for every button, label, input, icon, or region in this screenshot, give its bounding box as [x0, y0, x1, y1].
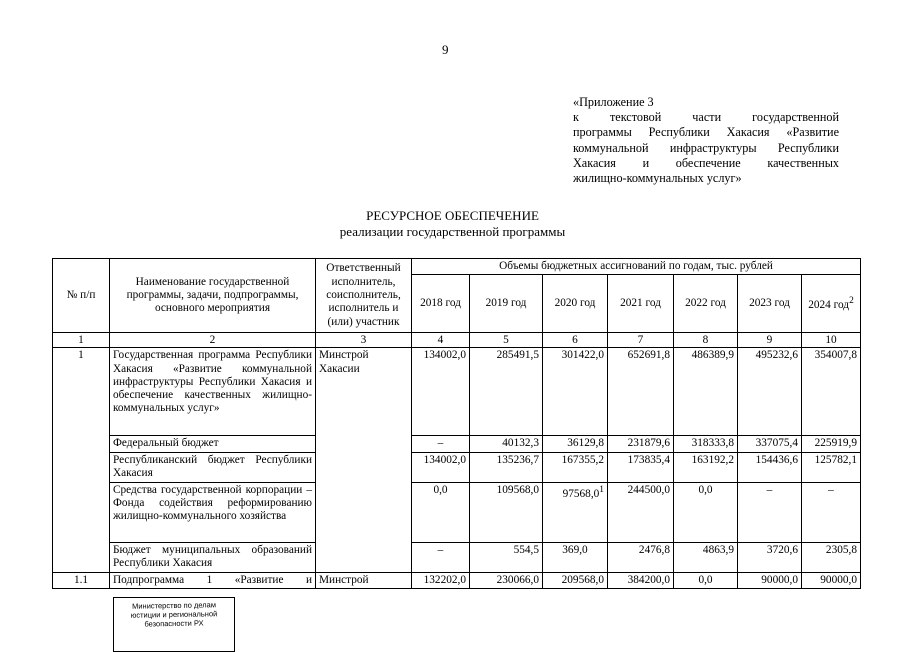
appendix-line: Хакасия и обеспечение качественных — [573, 155, 839, 170]
cell-value: 109568,0 — [470, 482, 543, 542]
cell-value: 134002,0 — [412, 452, 470, 482]
table-row — [53, 436, 861, 452]
cell-value: 495232,6 — [738, 348, 802, 436]
cell-value: 209568,0 — [543, 572, 608, 588]
cell-value: 0,0 — [674, 572, 738, 588]
cell-value: 554,5 — [470, 542, 543, 572]
cell-value: 90000,0 — [802, 572, 861, 588]
appendix-note — [573, 95, 839, 186]
appendix-line: программы Республики Хакасия «Развитие — [573, 125, 839, 140]
column-number: 3 — [316, 333, 412, 348]
title-line-2: реализации государственной программы — [339, 224, 566, 239]
table-row — [53, 482, 861, 542]
column-number: 2 — [110, 333, 316, 348]
row-name: Подпрограмма 1 «Развитие и — [110, 572, 316, 588]
footnote-mark: 1 — [599, 484, 604, 495]
cell-value: 90000,0 — [738, 572, 802, 588]
cell-value: 384200,0 — [608, 572, 674, 588]
row-executor: Минстрой Хакасии — [316, 348, 412, 572]
stamp-line: юстиции и региональной — [130, 609, 218, 620]
stamp-line: Министерство по делам — [131, 600, 217, 611]
cell-value: 167355,2 — [543, 452, 608, 482]
cell-value: 486389,9 — [674, 348, 738, 436]
cell-value: 4863,9 — [674, 542, 738, 572]
cell-value: 132202,0 — [412, 572, 470, 588]
row-name: Государственная программа Республики Хакасия «Развитие коммунальной инфраструктуры Республики Хакасия и обеспечение качественных жилищно-коммунальных услуг» — [110, 348, 316, 436]
column-number-row — [53, 333, 861, 348]
cell-value: 2305,8 — [802, 542, 861, 572]
table-row — [53, 452, 861, 482]
cell-value: 354007,8 — [802, 348, 861, 436]
stamp-line: безопасности РХ — [144, 618, 204, 629]
cell-value: 0,0 — [412, 482, 470, 542]
cell-value: 0,0 — [674, 482, 738, 542]
cell-value: – — [738, 482, 802, 542]
row-name: Федеральный бюджет — [110, 436, 316, 452]
cell-value: 652691,8 — [608, 348, 674, 436]
column-number: 7 — [608, 333, 674, 348]
header-year: 2021 год — [608, 275, 674, 333]
appendix-line: жилищно-коммунальных услуг» — [573, 171, 742, 186]
column-number: 1 — [53, 333, 110, 348]
resource-table — [52, 258, 861, 589]
header-num: № п/п — [53, 259, 110, 333]
footnote-mark: 2 — [849, 296, 854, 307]
row-name: Республиканский бюджет Республики Хакасия — [110, 452, 316, 482]
cell-value: 3720,6 — [738, 542, 802, 572]
registration-stamp — [113, 597, 235, 652]
cell-value: 134002,0 — [412, 348, 470, 436]
column-number: 10 — [802, 333, 861, 348]
table-row — [53, 348, 861, 436]
column-number: 4 — [412, 333, 470, 348]
title-line-1: РЕСУРСНОЕ ОБЕСПЕЧЕНИЕ — [366, 208, 539, 223]
header-name: Наименование государственной программы, задачи, подпрограммы, основного мероприятия — [110, 259, 316, 333]
cell-value: 2476,8 — [608, 542, 674, 572]
row-executor: Минстрой — [316, 572, 412, 588]
header-executor: Ответственный исполнитель, соисполнитель, исполнитель и (или) участник — [316, 259, 412, 333]
appendix-line: «Приложение 3 — [573, 95, 654, 109]
cell-value: 301422,0 — [543, 348, 608, 436]
cell-value: 285491,5 — [470, 348, 543, 436]
header-year-2024: 2024 год — [808, 299, 850, 312]
cell-value: 135236,7 — [470, 452, 543, 482]
cell-value — [543, 482, 608, 542]
cell-value: 369,0 — [543, 542, 608, 572]
header-year — [802, 275, 861, 333]
cell-value: 125782,1 — [802, 452, 861, 482]
cell-value: 337075,4 — [738, 436, 802, 452]
header-year: 2019 год — [470, 275, 543, 333]
cell-value: 40132,3 — [470, 436, 543, 452]
column-number: 9 — [738, 333, 802, 348]
cell-value: 36129,8 — [543, 436, 608, 452]
table-row — [53, 542, 861, 572]
row-num: 1 — [53, 348, 110, 572]
column-number: 6 — [543, 333, 608, 348]
cell-value: 173835,4 — [608, 452, 674, 482]
row-num: 1.1 — [53, 572, 110, 588]
header-year: 2018 год — [412, 275, 470, 333]
header-budget-group: Объемы бюджетных ассигнований по годам, тыс. рублей — [412, 259, 861, 275]
document-title — [0, 208, 905, 240]
row-name: Бюджет муниципальных образований Республики Хакасия — [110, 542, 316, 572]
cell-value: 163192,2 — [674, 452, 738, 482]
appendix-line: к текстовой части государственной — [573, 110, 839, 125]
header-year: 2020 год — [543, 275, 608, 333]
cell-value-2020: 97568,0 — [562, 487, 600, 500]
appendix-line: коммунальной инфраструктуры Республики — [573, 140, 839, 155]
header-year: 2022 год — [674, 275, 738, 333]
table-row — [53, 572, 861, 588]
cell-value: – — [802, 482, 861, 542]
cell-value: 230066,0 — [470, 572, 543, 588]
cell-value: – — [412, 542, 470, 572]
row-name: Средства государственной корпорации – Фонда содействия реформированию жилищно-коммунального хозяйства — [110, 482, 316, 542]
header-year: 2023 год — [738, 275, 802, 333]
cell-value: 231879,6 — [608, 436, 674, 452]
cell-value: 154436,6 — [738, 452, 802, 482]
cell-value: – — [412, 436, 470, 452]
cell-value: 244500,0 — [608, 482, 674, 542]
cell-value: 225919,9 — [802, 436, 861, 452]
column-number: 8 — [674, 333, 738, 348]
column-number: 5 — [470, 333, 543, 348]
page-number: 9 — [442, 42, 449, 57]
cell-value: 318333,8 — [674, 436, 738, 452]
